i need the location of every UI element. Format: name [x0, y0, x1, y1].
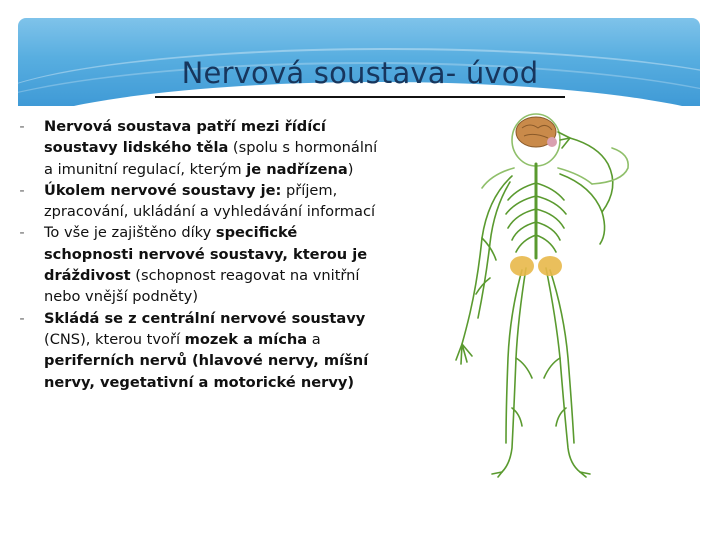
bullet-text: (schopnost reagovat na vnitřní nebo vnější podněty) [44, 267, 360, 306]
bullet-text: ) [347, 160, 354, 178]
bullet-marker: - [19, 118, 25, 135]
bullet-list [14, 116, 382, 393]
plexus-icon [538, 256, 562, 276]
shin-branch [512, 408, 566, 426]
bullet-text: Nervová soustava patří mezi řídící soustavy lidského těla [44, 118, 326, 157]
foot-nerve [492, 472, 590, 477]
bullet-text: (spolu s hormonální a imunitní regulací, kterým [44, 139, 378, 178]
knee-branch [516, 358, 560, 378]
arm-nerve-left [478, 182, 510, 318]
bullet-item [14, 116, 382, 180]
bullet-text: mozek a mícha [184, 330, 308, 348]
bullet-item [14, 308, 382, 393]
bullet-text: (CNS), kterou tvoří [44, 330, 185, 348]
bullet-text: Skládá se z centrální nervové soustavy [44, 309, 366, 327]
nervous-system-illustration [452, 108, 642, 478]
arm-nerve-right [560, 174, 605, 244]
leg-nerve-right [546, 268, 580, 472]
plexus-icon [510, 256, 534, 276]
bullet-text: periferních nervů (hlavové nervy, míšní nervy, vegetativní a motorické nervy) [44, 352, 369, 391]
title-underline [155, 96, 565, 98]
bullet-text: a [307, 330, 321, 348]
cerebellum-icon [547, 137, 557, 147]
leg-nerve-right [550, 270, 574, 443]
slide-title: Nervová soustava- úvod [181, 56, 539, 90]
bullet-item [14, 222, 382, 307]
bullet-text: To vše je zajištěno díky [44, 224, 216, 242]
bullet-text: specifické schopnosti nervové soustavy, kterou je dráždivost [44, 224, 368, 285]
arm-outline-right [592, 148, 628, 184]
hand-nerve-left [456, 344, 472, 364]
arm-nerve-left [462, 176, 512, 344]
bullet-marker: - [19, 224, 25, 242]
bullet-text: příjem, zpracování, ukládání a vyhledávání informací [44, 181, 376, 221]
bullet-text: je nadřízena [246, 160, 348, 178]
bullet-marker: - [19, 309, 25, 327]
bullet-text: Úkolem nervové soustavy je: [44, 181, 282, 199]
bullet-item [14, 180, 382, 223]
bullet-marker: - [19, 181, 25, 199]
